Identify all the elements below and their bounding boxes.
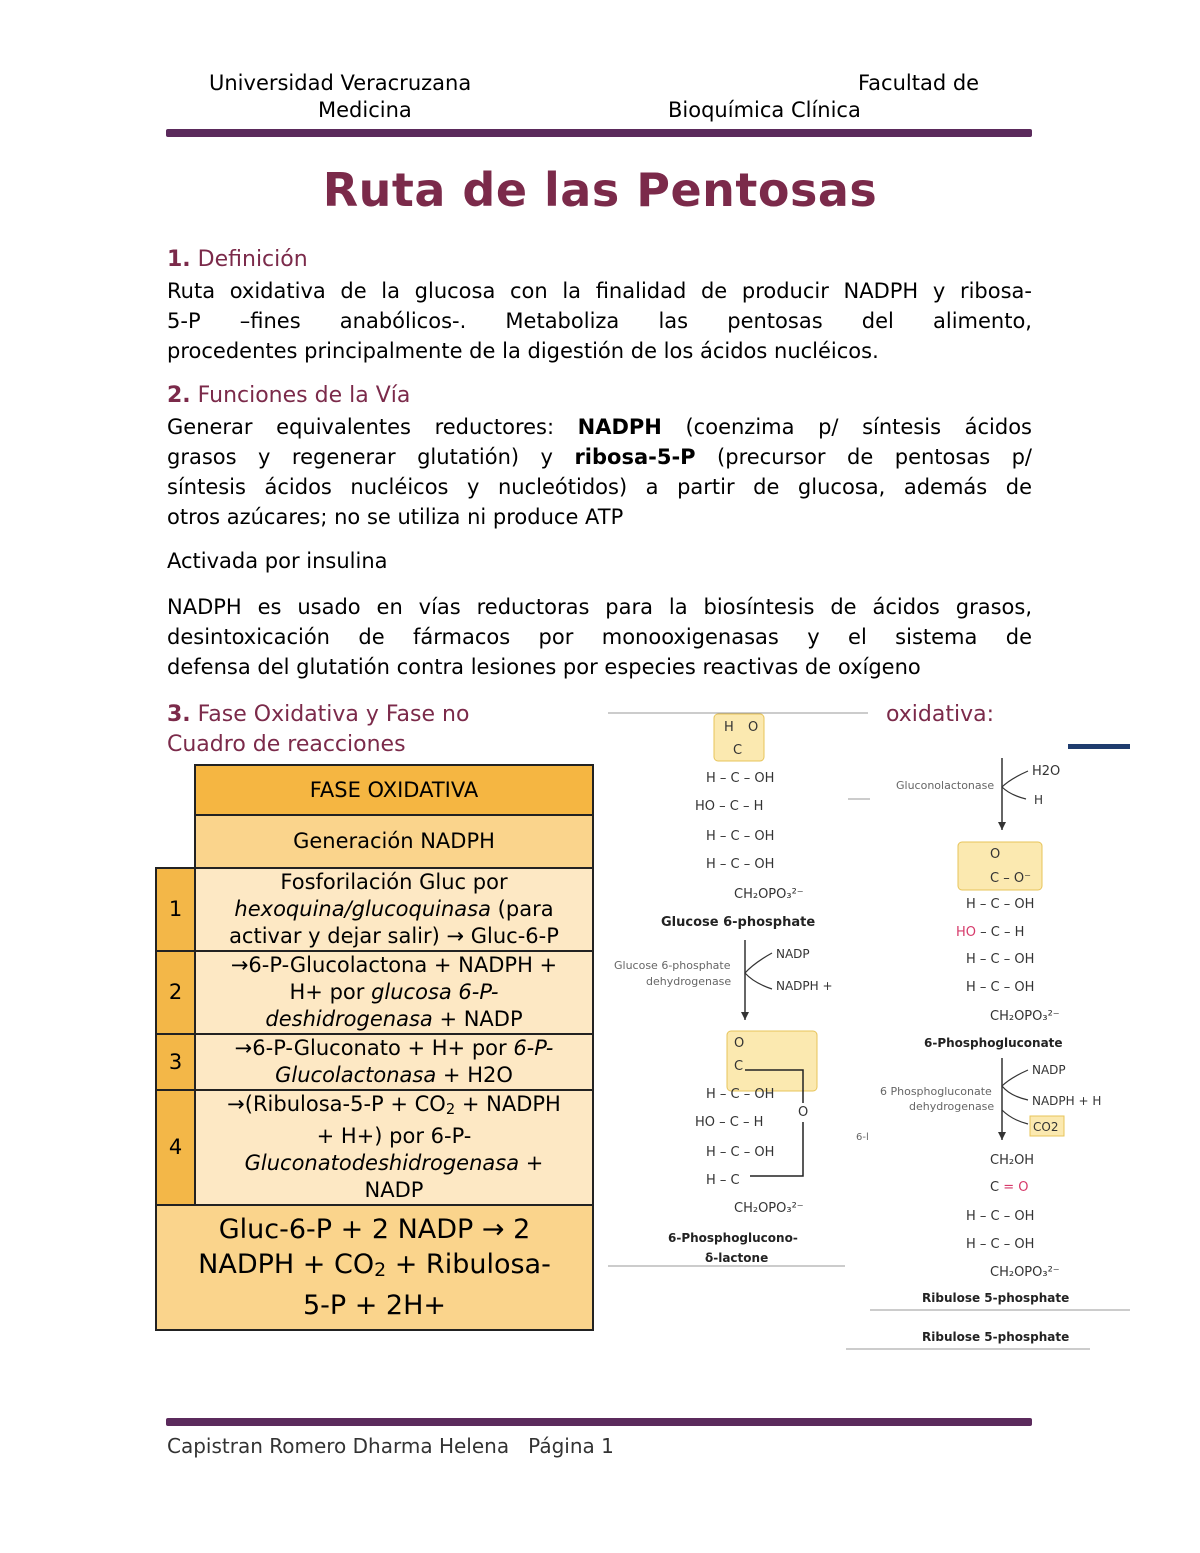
label-g6pdh-1: Glucose 6-phosphate <box>614 959 731 972</box>
svg-text:CH₂OPO₃²⁻: CH₂OPO₃²⁻ <box>734 887 804 902</box>
svg-text:CH₂OPO₃²⁻: CH₂OPO₃²⁻ <box>734 1201 804 1216</box>
nadph-line-1: NADPH es usado en vías reductoras para la biosíntesis de ácidos grasos, <box>167 595 1032 619</box>
label-nadph-2: NADPH + H <box>1032 1094 1102 1108</box>
svg-text:H – C – OH: H – C – OH <box>966 980 1035 995</box>
section-2-title: Funciones de la Vía <box>197 383 411 408</box>
s2-l1-text: Generar equivalentes reductores: <box>167 415 578 439</box>
section-3-heading <box>167 702 469 727</box>
summary-l2-text: NADPH + CO <box>198 1249 375 1280</box>
r4-l1-text: →(Ribulosa-5-P + CO <box>227 1092 446 1116</box>
row-number: 1 <box>156 868 195 951</box>
table-header-generation: Generación NADPH <box>195 815 593 868</box>
svg-text:CH₂OPO₃²⁻: CH₂OPO₃²⁻ <box>990 1265 1060 1280</box>
r4-enzyme: Gluconatodeshidrogenasa <box>244 1151 520 1175</box>
reaction-cell <box>195 951 593 1034</box>
s2-l1-rest: (coenzima p/ síntesis ácidos <box>661 415 1032 439</box>
footer <box>167 1434 614 1458</box>
svg-text:C: C <box>734 1059 744 1074</box>
header-faculty-name: Medicina <box>318 98 412 122</box>
reactions-table <box>155 764 594 1331</box>
svg-text:C – O⁻: C – O⁻ <box>990 871 1031 886</box>
reaction-cell <box>195 1090 593 1205</box>
summary-line-3: 5-P + 2H+ <box>302 1290 447 1321</box>
section-2-number: 2. <box>167 383 191 408</box>
r4-line-3 <box>202 1150 586 1177</box>
table-header-phase: FASE OXIDATIVA <box>195 765 593 815</box>
label-nadp-2: NADP <box>1032 1063 1066 1077</box>
svg-text:CH₂OPO₃²⁻: CH₂OPO₃²⁻ <box>990 1009 1060 1024</box>
r2-line-1: →6-P-Glucolactona + NADPH + <box>230 953 558 977</box>
s2-ribose-bold: ribosa-5-P <box>574 445 696 469</box>
table-blank-cell <box>156 815 195 868</box>
label-pgluconate: 6-Phosphogluconate <box>924 1036 1063 1050</box>
svg-text:HO – C – H: HO – C – H <box>956 925 1025 940</box>
r1-line-2 <box>202 896 586 923</box>
summary-line-1: Gluc-6-P + 2 NADP → 2 <box>218 1214 531 1245</box>
r2-line-2 <box>202 979 586 1006</box>
r4-line-4: NADP <box>364 1178 424 1202</box>
label-gluconolactonase: Gluconolactonase <box>896 779 995 792</box>
row-number: 3 <box>156 1034 195 1090</box>
row-number: 4 <box>156 1090 195 1205</box>
r2-enzyme-b: deshidrogenasa <box>265 1007 433 1031</box>
s2-l2-text: grasos y regenerar glutatión) y <box>167 445 575 469</box>
section-1-title: Definición <box>197 247 308 272</box>
r2-l3-rest: + NADP <box>432 1007 523 1031</box>
svg-text:H – C – OH: H – C – OH <box>706 1087 775 1102</box>
nadph-line-3: defensa del glutatión contra lesiones por especies reactivas de oxígeno <box>167 655 921 679</box>
r3-l1-text: →6-P-Gluconato + H+ por <box>234 1036 514 1060</box>
r2-enzyme-a: glucosa 6-P- <box>371 980 499 1004</box>
table-blank-cell <box>156 765 195 815</box>
svg-text:H – C – OH: H – C – OH <box>706 1145 775 1160</box>
footer-author: Capistran Romero Dharma Helena <box>167 1434 510 1458</box>
table-row <box>156 868 593 951</box>
label-h2o: H2O <box>1032 764 1061 779</box>
footer-rule <box>166 1418 1032 1426</box>
table-row <box>156 951 593 1034</box>
s2-line-3: síntesis ácidos nucléicos y nucleótidos) a partir de glucosa, además de <box>167 475 1032 499</box>
svg-text:H – C – OH: H – C – OH <box>706 771 775 786</box>
pentose-pathway-figure <box>600 705 1140 1355</box>
svg-text:HO – C – H: HO – C – H <box>695 799 764 814</box>
r3-enzyme-a: 6-P- <box>513 1036 554 1060</box>
svg-text:H – C – OH: H – C – OH <box>966 1209 1035 1224</box>
section-1-paragraph <box>167 276 1032 366</box>
table-row <box>156 1090 593 1205</box>
section-3-title-b: oxidativa: <box>886 702 995 727</box>
r1-line-1: Fosforilación Gluc por <box>280 870 508 894</box>
page-title: Ruta de las Pentosas <box>322 163 878 217</box>
s1-line-1: Ruta oxidativa de la glucosa con la finalidad de producir NADPH y ribosa- <box>167 279 1032 303</box>
svg-text:HO – C – H: HO – C – H <box>695 1115 764 1130</box>
reaction-cell <box>195 868 593 951</box>
summary-l2-rest: + Ribulosa- <box>386 1249 551 1280</box>
label-hplus: H <box>1034 793 1044 807</box>
label-g6pdh-2: dehydrogenase <box>646 975 732 988</box>
svg-text:H – C – OH: H – C – OH <box>966 1237 1035 1252</box>
s1-line-3: procedentes principalmente de la digestión de los ácidos nucléicos. <box>167 339 879 363</box>
svg-text:H – C: H – C <box>706 1173 740 1188</box>
summary-co2-sub: 2 <box>374 1259 387 1281</box>
label-g6p: Glucose 6-phosphate <box>661 915 816 930</box>
svg-text:H – C – OH: H – C – OH <box>706 829 775 844</box>
r1-enzyme: hexoquina/glucoquinasa <box>234 897 491 921</box>
section-3-number: 3. <box>167 702 191 727</box>
s2-line-2 <box>167 442 1032 472</box>
nadph-paragraph <box>167 592 1032 682</box>
summary-line-2 <box>167 1247 582 1288</box>
label-fragment: 6-l <box>856 1132 869 1143</box>
s1-line-2: 5-P –fines anabólicos-. Metaboliza las pentosas del alimento, <box>167 309 1032 333</box>
label-nadph-1: NADPH + <box>776 979 833 993</box>
svg-text:H – C – OH: H – C – OH <box>966 897 1035 912</box>
svg-text:H: H <box>724 720 734 735</box>
svg-text:H – C – OH: H – C – OH <box>706 857 775 872</box>
r4-l3-rest: + <box>519 1151 544 1175</box>
section-3-title-a: Fase Oxidativa y Fase no <box>197 702 470 727</box>
label-ru5p-a: Ribulose 5-phosphate <box>922 1291 1070 1305</box>
r1-line-3: activar y dejar salir) → Gluc-6-P <box>229 924 559 948</box>
r3-line-1 <box>202 1035 586 1062</box>
blue-bar <box>1068 744 1130 749</box>
r3-line-2 <box>202 1062 586 1089</box>
reaction-cell <box>195 1034 593 1090</box>
svg-text:O: O <box>798 1105 809 1120</box>
footer-page-label: Página <box>528 1434 595 1458</box>
svg-text:CH₂OH: CH₂OH <box>990 1153 1035 1168</box>
header-course: Bioquímica Clínica <box>668 98 861 122</box>
svg-text:O: O <box>748 720 759 735</box>
svg-text:O: O <box>734 1036 745 1051</box>
header-faculty-label: Facultad de <box>858 71 980 95</box>
label-nadp-1: NADP <box>776 947 810 961</box>
s2-l2-rest: (precursor de pentosas p/ <box>695 445 1033 469</box>
summary-cell <box>156 1205 593 1330</box>
summary-row <box>156 1205 593 1330</box>
r2-line-3 <box>202 1006 586 1033</box>
r3-enzyme-b: Glucolactonasa <box>275 1063 437 1087</box>
r4-co2-sub: 2 <box>445 1101 456 1118</box>
label-ru5p-b: Ribulose 5-phosphate <box>922 1330 1070 1344</box>
section-2-heading <box>167 383 410 408</box>
section-1-heading <box>167 247 308 272</box>
r4-line-2: + H+) por 6-P- <box>316 1124 472 1148</box>
label-pgdh-2: dehydrogenase <box>909 1100 995 1113</box>
r4-line-1 <box>202 1091 586 1123</box>
table-row <box>156 1034 593 1090</box>
svg-text:O: O <box>990 847 1001 862</box>
s2-line-1 <box>167 412 1032 442</box>
r4-l1-rest: + NADPH <box>455 1092 561 1116</box>
footer-page-number: 1 <box>601 1434 614 1458</box>
header-university: Universidad Veracruzana <box>209 71 472 95</box>
label-lactone-1: 6-Phosphoglucono- <box>668 1231 798 1245</box>
activation-text: Activada por insulina <box>167 549 388 573</box>
s2-nadph-bold: NADPH <box>577 415 662 439</box>
svg-text:H – C – OH: H – C – OH <box>966 952 1035 967</box>
label-co2: CO2 <box>1033 1120 1059 1134</box>
svg-text:C: C <box>733 743 743 758</box>
r1-l2-rest: (para <box>491 897 554 921</box>
activation-note <box>167 546 1032 576</box>
row-number: 2 <box>156 951 195 1034</box>
label-lactone-2: δ-lactone <box>705 1251 769 1265</box>
r3-l2-rest: + H2O <box>436 1063 513 1087</box>
section-1-number: 1. <box>167 247 191 272</box>
nadph-line-2: desintoxicación de fármacos por monooxigenasas y el sistema de <box>167 625 1032 649</box>
section-2-paragraph <box>167 412 1032 532</box>
section-3-subheading: Cuadro de reacciones <box>167 732 406 757</box>
svg-text:C = O: C = O <box>990 1180 1029 1195</box>
r2-l2-text: H+ por <box>289 980 372 1004</box>
header-rule <box>166 129 1032 137</box>
label-pgdh-1: 6 Phosphogluconate <box>880 1085 992 1098</box>
s2-line-4: otros azúcares; no se utiliza ni produce ATP <box>167 505 624 529</box>
